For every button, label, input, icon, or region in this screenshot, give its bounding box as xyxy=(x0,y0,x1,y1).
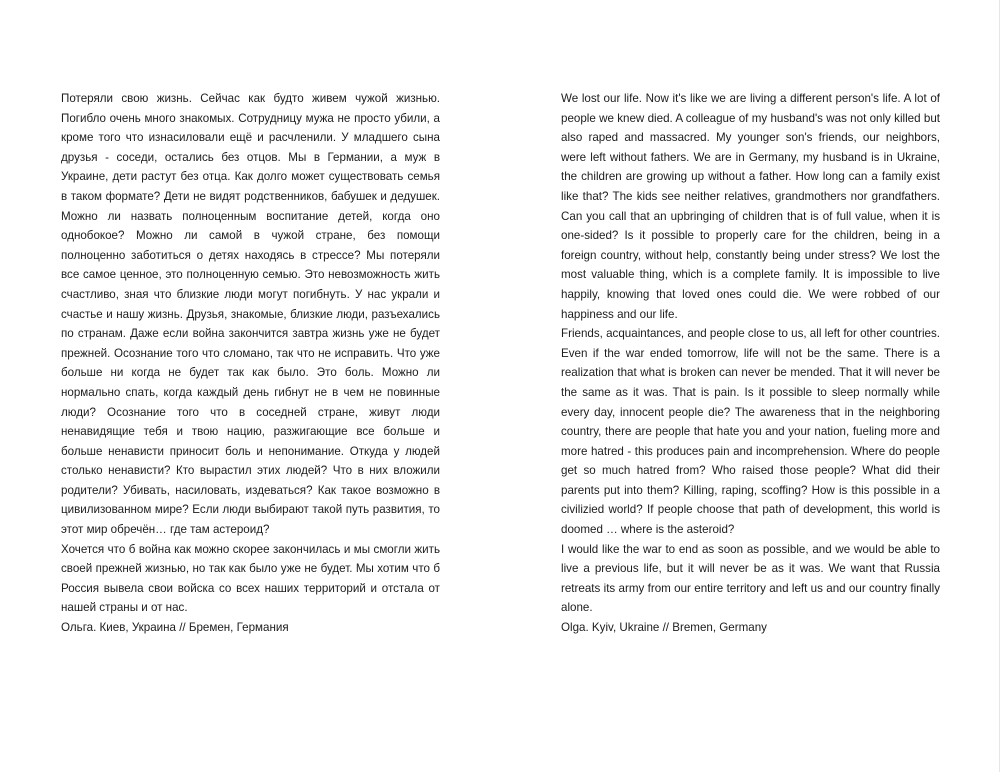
russian-text-column xyxy=(61,89,440,638)
english-paragraph-2: Friends, acquaintances, and people close to us, all left for other countries. Even if the war ended tomorrow, life will not be the same. There is a realization that what is broken can never be mended. That it will never be the same as it was. That is pain. Is it possible to sleep normally while every day, innocent people die? The awareness that in the neighboring country, there are people that hate you and your nation, fueling more and more hatred - this produces pain and incomprehension. Where do people get so much hatred from? Who raised those people? What did their parents put into them? Killing, raping, scoffing? How is this possible in a civilizied world? If people choose that path of development, this world is doomed … where is the asteroid? xyxy=(561,327,940,537)
english-paragraph-3: I would like the war to end as soon as possible, and we would be able to live a previous life, but it will never be as it was. We want that Russia retreats its army from our entire territory and left us and our country finally alone. xyxy=(561,542,940,615)
russian-paragraph-2: Хочется что б война как можно скорее закончилась и мы смогли жить своей прежней жизнью, но так как было уже не будет. Мы хотим что б Россия вывела свои войска со всех наших территорий и отстала от нашей страны и от нас. xyxy=(61,542,440,615)
english-text-column xyxy=(561,89,940,638)
russian-signature: Ольга. Киев, Украина // Бремен, Германия xyxy=(61,621,289,635)
english-paragraph-1: We lost our life. Now it's like we are living a different person's life. A lot of people we knew died. A colleague of my husband's was not only killed but also raped and massacred. My younger son's friends, our neighbors, were left without fathers. We are in Germany, my husband is in Ukraine, the children are growing up without a father. How long can a family exist like that? The kids see neither relatives, grandmothers nor grandfathers. Can you call that an upbringing of children that is of full value, when it is one-sided? Is it possible to properly care for the children, being in a foreign country, without help, constantly being under stress? We lost the most valuable thing, which is a complete family. It is impossible to live happily, knowing that loved ones could die. We were robbed of our happiness and our life. xyxy=(561,92,940,321)
russian-paragraph-1: Потеряли свою жизнь. Сейчас как будто живем чужой жизнью. Погибло очень много знакомых. Сотрудницу мужа не просто убили, а кроме того что изнасиловали ещё и расчленили. У младшего сына друзья - соседи, остались без отцов. Мы в Германии, а муж в Украине, дети растут без отца. Как долго может существовать семья в таком формате? Дети не видят родственников, бабушек и дедушек. Можно ли назвать полноценным воспитание детей, когда оно однобокое? Можно ли самой в чужой стране, без помощи полноценно заботиться о детях находясь в стрессе? Мы потеряли все самое ценное, это полноценную семью. Это невозможность жить счастливо, зная что близкие люди могут погибнуть. У нас украли и счастье и нашу жизнь. Друзья, знакомые, близкие люди, разъехались по странам. Даже если война закончится завтра жизнь уже не будет прежней. Осознание того что сломано, так что не исправить. Что уже больше ни когда не будет так как было. Это боль. Можно ли нормально спать, когда каждый день гибнут не в чем не повинные люди? Осознание того что в соседней стране, живут люди ненавидящие тебя и твою нацию, разжигающие все больше и больше ненависти приносит боль и непонимание. Откуда у людей столько ненависти? Кто вырастил этих людей? Что в них вложили родители? Убивать, насиловать, издеваться? Как такое возможно в цивилизованном мире? Если люди выбирают такой путь развития, то этот мир обречён… где там астероид? xyxy=(61,92,440,537)
english-signature: Olga. Kyiv, Ukraine // Bremen, Germany xyxy=(561,621,767,635)
